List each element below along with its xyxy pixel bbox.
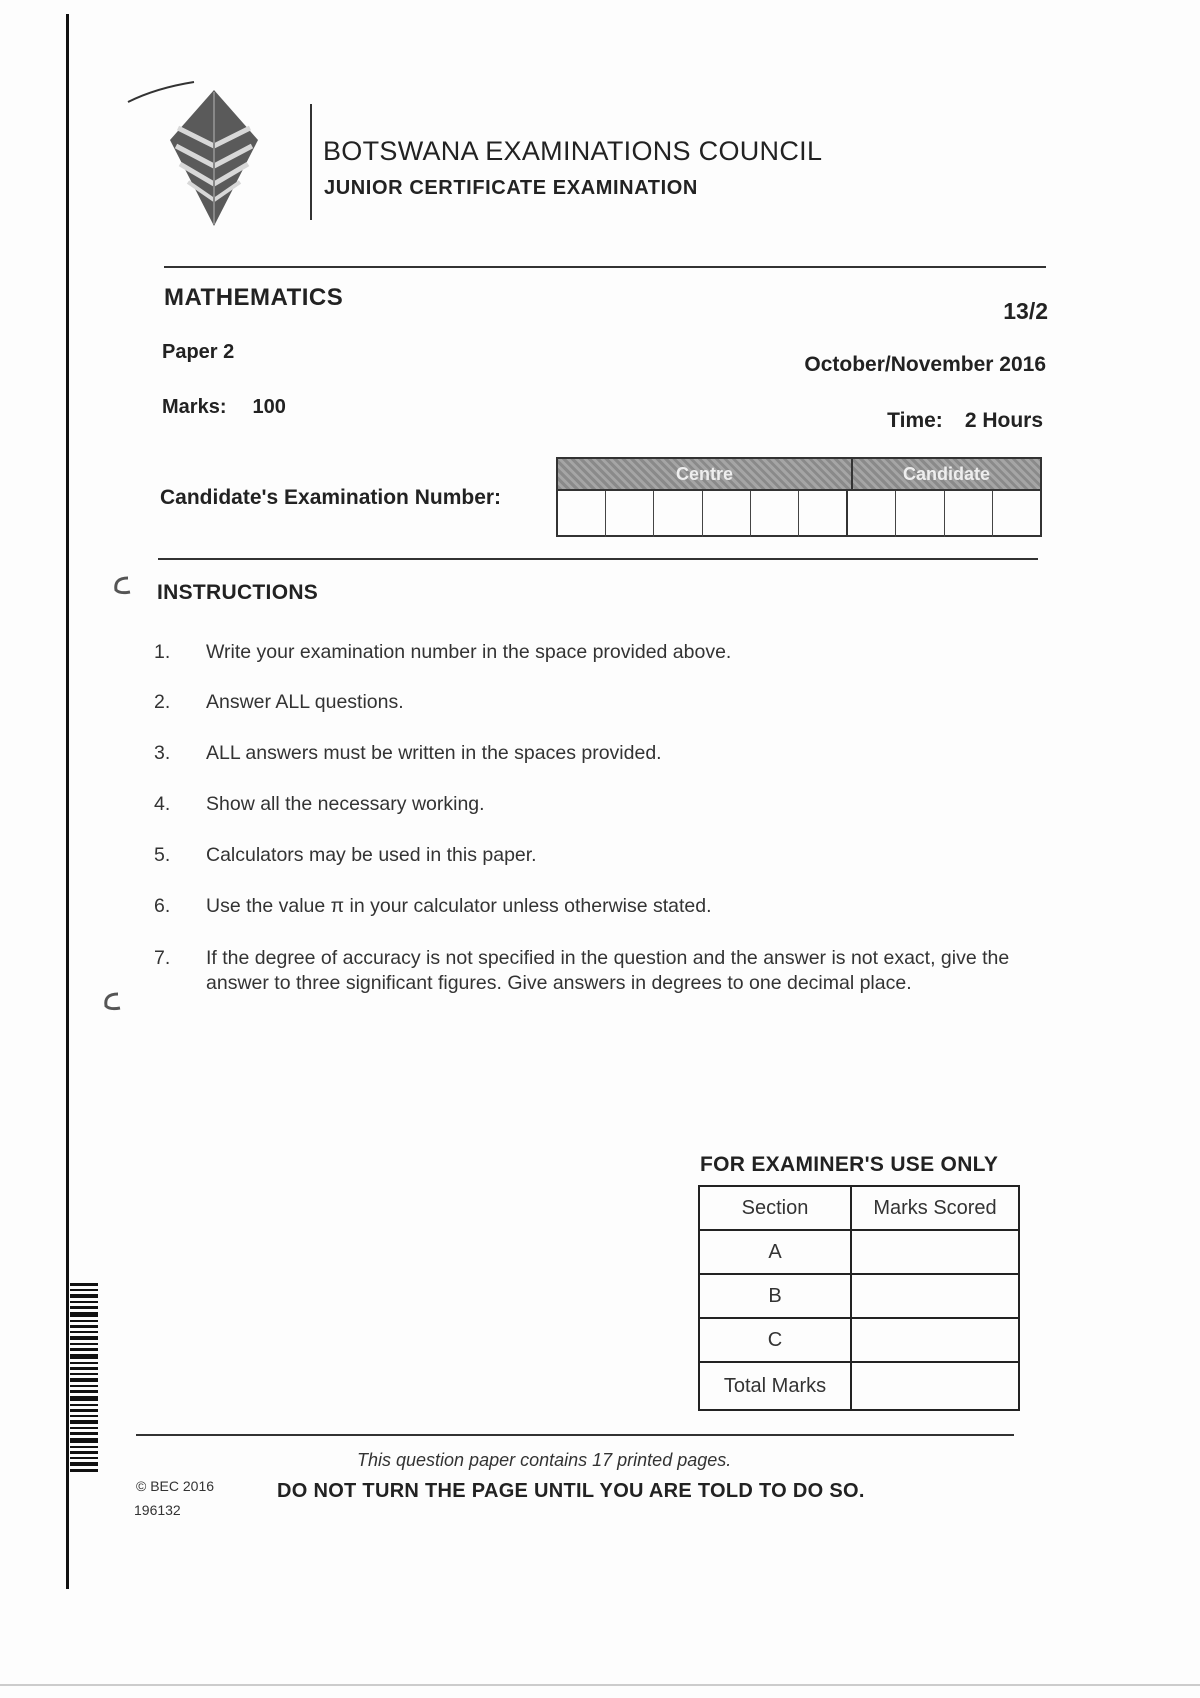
do-not-turn-warning: DO NOT TURN THE PAGE UNTIL YOU ARE TOLD TO DO SO. — [277, 1480, 865, 1502]
subject-title: MATHEMATICS — [164, 284, 344, 311]
header-rule — [164, 266, 1046, 268]
instruction-text: ALL answers must be written in the spaces provided. — [206, 742, 662, 764]
copyright-notice: © BEC 2016 — [136, 1478, 215, 1494]
exam-name: JUNIOR CERTIFICATE EXAMINATION — [324, 177, 698, 199]
barcode-icon — [70, 1283, 98, 1473]
centre-digit-box[interactable] — [703, 491, 751, 537]
examiner-use-title: FOR EXAMINER'S USE ONLY — [700, 1153, 999, 1176]
instruction-number: 6. — [154, 895, 171, 917]
header-divider — [310, 104, 312, 220]
marks-cell[interactable] — [851, 1230, 1019, 1274]
section-cell: A — [699, 1230, 851, 1274]
time-label: Time: — [887, 409, 943, 432]
candidate-digit-box[interactable] — [993, 491, 1040, 537]
candidate-digit-box[interactable] — [945, 491, 993, 537]
centre-digit-box[interactable] — [654, 491, 702, 537]
paper-number: Paper 2 — [162, 341, 235, 363]
marks-line — [162, 396, 286, 419]
instructions-title: INSTRUCTIONS — [157, 581, 319, 604]
table-row — [699, 1274, 1019, 1318]
candidate-header: Candidate — [902, 463, 990, 484]
scan-edge — [66, 14, 69, 1589]
total-label-cell: Total Marks — [699, 1362, 851, 1410]
scan-bottom-edge — [0, 1684, 1200, 1686]
table-header-row — [699, 1186, 1019, 1230]
centre-header: Centre — [558, 459, 853, 489]
instruction-item — [154, 741, 1034, 766]
instruction-number: 5. — [154, 844, 171, 866]
instruction-text: Answer ALL questions. — [206, 691, 404, 713]
instruction-text: Show all the necessary working. — [206, 793, 485, 815]
centre-digit-box[interactable] — [751, 491, 799, 537]
marks-label: Marks: — [162, 396, 227, 418]
section-column-header: Section — [699, 1186, 851, 1230]
time-value: 2 Hours — [964, 409, 1043, 432]
marks-column-header: Marks Scored — [851, 1186, 1019, 1230]
candidate-number-header — [558, 459, 1040, 491]
instruction-item — [154, 690, 1034, 715]
exam-session: October/November 2016 — [804, 353, 1046, 376]
footer-rule — [136, 1434, 1014, 1436]
candidate-digit-box[interactable] — [848, 491, 896, 537]
paper-code: 13/2 — [1003, 298, 1048, 324]
examiner-marks-table — [698, 1185, 1020, 1411]
instruction-item — [154, 946, 1034, 996]
candidate-digit-box[interactable] — [896, 491, 944, 537]
instruction-item — [154, 792, 1034, 817]
section-cell: C — [699, 1318, 851, 1362]
marks-value: 100 — [252, 396, 286, 418]
centre-digit-box[interactable] — [558, 491, 606, 537]
instruction-text: If the degree of accuracy is not specified in the question and the answer is not exact, give the answer to three significant figures. Give answers in degrees to one decimal place. — [206, 947, 1010, 994]
marks-cell[interactable] — [851, 1274, 1019, 1318]
table-row — [699, 1230, 1019, 1274]
instruction-text: Calculators may be used in this paper. — [206, 844, 537, 866]
instruction-item — [154, 843, 1034, 868]
instruction-number: 3. — [154, 742, 171, 764]
punch-hole-icon — [110, 574, 132, 596]
time-line — [887, 409, 1043, 433]
total-row — [699, 1362, 1019, 1410]
candidate-number-grid — [556, 457, 1042, 537]
candidate-number-cells — [558, 491, 1040, 537]
bec-logo-icon — [168, 88, 260, 228]
printed-pages-note: This question paper contains 17 printed pages. — [357, 1450, 732, 1470]
council-name: BOTSWANA EXAMINATIONS COUNCIL — [323, 136, 823, 166]
instruction-number: 1. — [154, 641, 171, 663]
instruction-text: Use the value π in your calculator unless otherwise stated. — [206, 895, 712, 917]
candidate-number-label: Candidate's Examination Number: — [160, 486, 502, 509]
instruction-number: 4. — [154, 793, 171, 815]
instruction-item — [154, 894, 1034, 919]
punch-hole-icon — [100, 990, 122, 1012]
instructions-rule — [158, 558, 1038, 560]
table-row — [699, 1318, 1019, 1362]
centre-digit-box[interactable] — [799, 491, 848, 537]
instruction-number: 7. — [154, 947, 171, 969]
total-marks-cell[interactable] — [851, 1362, 1019, 1410]
instruction-item — [154, 640, 1034, 665]
marks-cell[interactable] — [851, 1318, 1019, 1362]
section-cell: B — [699, 1274, 851, 1318]
instruction-number: 2. — [154, 691, 171, 713]
instruction-text: Write your examination number in the space provided above. — [206, 641, 732, 663]
serial-number: 196132 — [134, 1502, 181, 1518]
centre-digit-box[interactable] — [606, 491, 654, 537]
